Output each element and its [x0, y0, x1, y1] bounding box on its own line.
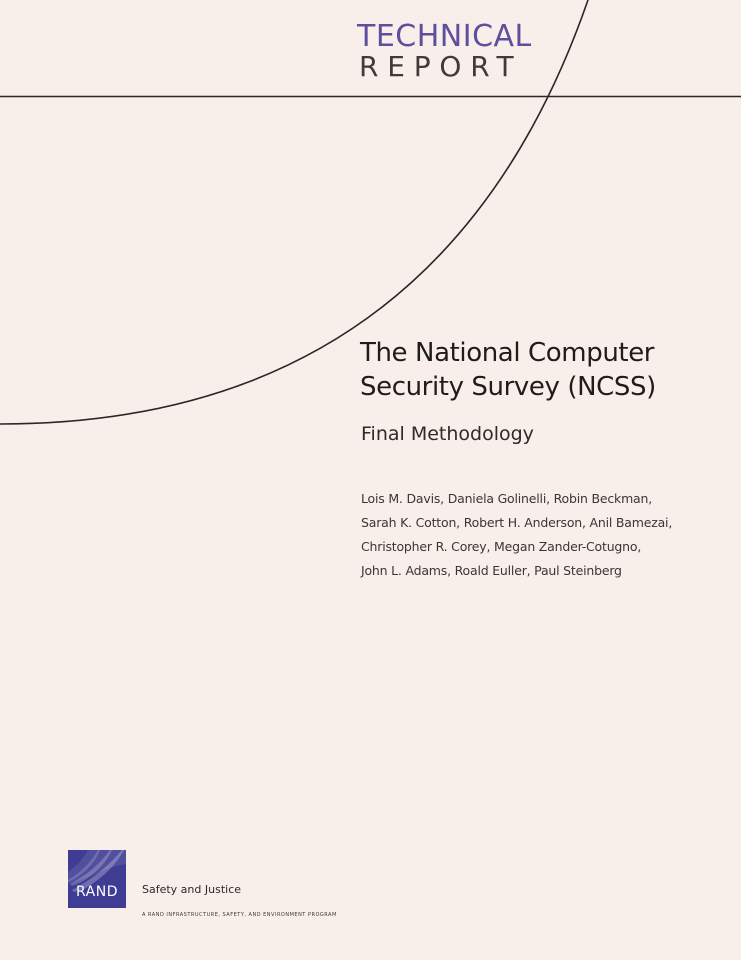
- author-line: Christopher R. Corey, Megan Zander-Cotugno,: [361, 539, 642, 554]
- report-title-line-2: Security Survey (NCSS): [360, 372, 656, 402]
- report-title: [360, 336, 720, 404]
- program-name: Safety and Justice: [142, 883, 242, 896]
- series-label-technical: TECHNICAL: [357, 19, 532, 54]
- series-label-report: REPORT: [359, 50, 523, 83]
- author-list: [361, 487, 731, 583]
- author-line: John L. Adams, Roald Euller, Paul Steinberg: [361, 563, 622, 578]
- rand-logo: [68, 850, 126, 908]
- rand-logo-text: RAND: [76, 884, 118, 900]
- report-title-line-1: The National Computer: [360, 338, 655, 368]
- report-subtitle: Final Methodology: [361, 423, 534, 445]
- author-line: Sarah K. Cotton, Robert H. Anderson, Anil Bamezai,: [361, 515, 673, 530]
- division-name: A RAND INFRASTRUCTURE, SAFETY, AND ENVIRONMENT PROGRAM: [142, 912, 337, 918]
- author-line: Lois M. Davis, Daniela Golinelli, Robin Beckman,: [361, 491, 653, 506]
